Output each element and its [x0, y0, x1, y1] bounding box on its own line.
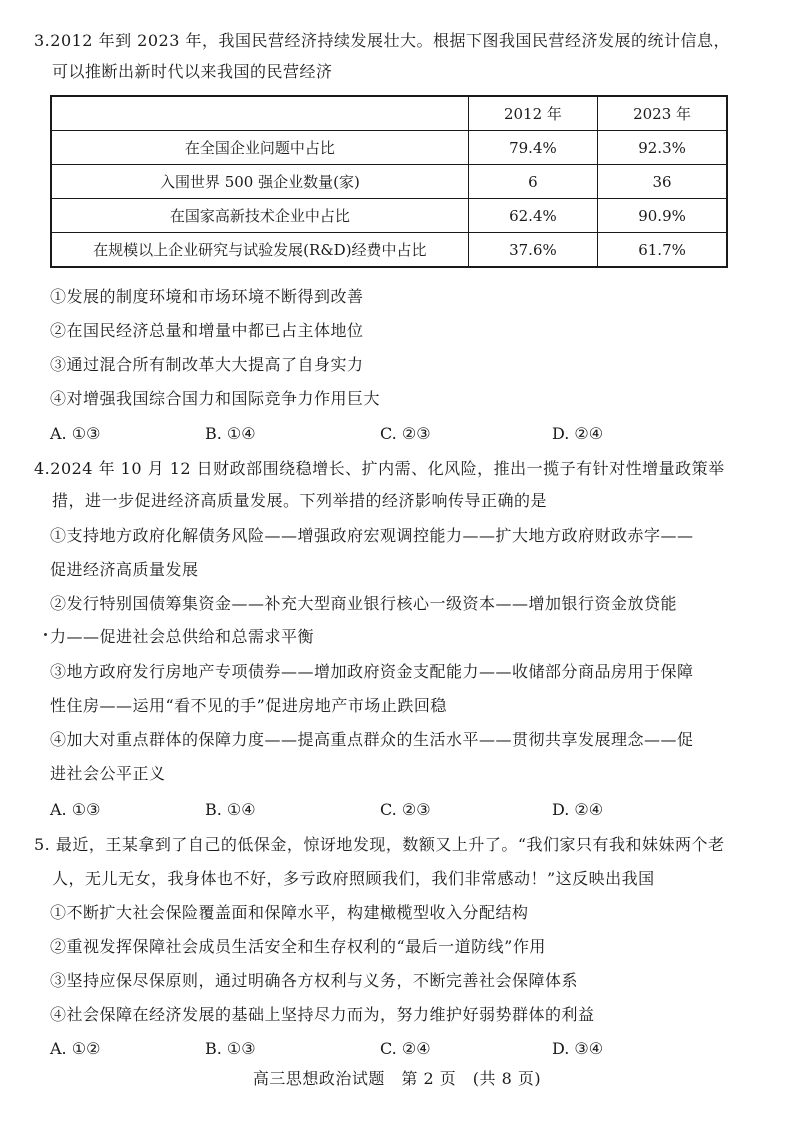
- q5-choice-d[interactable]: D. ③④: [552, 1039, 604, 1058]
- q4-stem-line-2: 措，进一步促进经济高质量发展。下列举措的经济影响传导正确的是: [52, 491, 548, 510]
- q4-option-4-line-2: 进社会公平正义: [50, 764, 166, 783]
- q5-choice-a[interactable]: A. ①②: [50, 1039, 101, 1058]
- table-cell: 62.4%: [468, 199, 597, 233]
- q5-option-2: ②重视发挥保障社会成员生活安全和生存权利的“最后一道防线”作用: [50, 937, 546, 956]
- q5-option-3: ③坚持应保尽保原则，通过明确各方权利与义务，不断完善社会保障体系: [50, 971, 579, 990]
- table-row: [51, 233, 727, 268]
- q5-choice-b[interactable]: B. ①③: [205, 1039, 256, 1058]
- q5-choice-c[interactable]: C. ②④: [380, 1039, 431, 1058]
- table-header-cell: 2012 年: [468, 96, 597, 131]
- q5-stem-line-1: 5. 最近，王某拿到了自己的低保金，惊讶地发现，数额又上升了。“我们家只有我和妹妹两个老: [34, 835, 725, 854]
- table-cell-label: 在国家高新技术企业中占比: [51, 199, 468, 233]
- scan-speck: [44, 633, 47, 636]
- q3-stats-table: [50, 95, 728, 268]
- q4-stem-line-1: 4.2024 年 10 月 12 日财政部围绕稳增长、扩内需、化风险，推出一揽子有针对性增量政策举: [34, 459, 725, 478]
- q5-option-1: ①不断扩大社会保险覆盖面和保障水平，构建橄榄型收入分配结构: [50, 903, 529, 922]
- q3-choice-c[interactable]: C. ②③: [380, 424, 431, 443]
- q4-choice-d[interactable]: D. ②④: [552, 800, 604, 819]
- page-footer: 高三思想政治试题 第 2 页 (共 8 页): [252, 1069, 542, 1088]
- q4-answer-choices: [50, 799, 670, 821]
- q5-answer-choices: [50, 1038, 670, 1060]
- table-cell: 37.6%: [468, 233, 597, 268]
- q4-option-4-line-1: ④加大对重点群体的保障力度——提高重点群众的生活水平——贯彻共享发展理念——促: [50, 730, 694, 749]
- q3-stem-line-1: 3.2012 年到 2023 年，我国民营经济持续发展壮大。根据下图我国民营经济发展的统计信息，: [34, 31, 730, 50]
- q3-choice-a[interactable]: A. ①③: [50, 424, 101, 443]
- q3-choice-d[interactable]: D. ②④: [552, 424, 604, 443]
- table-cell: 90.9%: [598, 199, 727, 233]
- table-header-cell: 2023 年: [598, 96, 727, 131]
- table-cell: 79.4%: [468, 131, 597, 165]
- table-cell-label: 入围世界 500 强企业数量(家): [51, 165, 468, 199]
- table-cell: 92.3%: [598, 131, 727, 165]
- table-header-cell: [51, 96, 468, 131]
- table-cell: 6: [468, 165, 597, 199]
- q3-option-3: ③通过混合所有制改革大大提高了自身实力: [50, 355, 364, 374]
- table-cell-label: 在全国企业问题中占比: [51, 131, 468, 165]
- q4-choice-a[interactable]: A. ①③: [50, 800, 101, 819]
- table-cell: 61.7%: [598, 233, 727, 268]
- table-row: [51, 165, 727, 199]
- q3-stem-line-2: 可以推断出新时代以来我国的民营经济: [52, 62, 333, 81]
- q4-option-1-line-2: 促进经济高质量发展: [50, 560, 199, 579]
- q4-option-3-line-2: 性住房——运用“看不见的手”促进房地产市场止跌回稳: [50, 696, 447, 715]
- q5-option-4: ④社会保障在经济发展的基础上坚持尽力而为，努力维护好弱势群体的利益: [50, 1005, 595, 1024]
- q4-option-2-line-2: 力——促进社会总供给和总需求平衡: [50, 627, 315, 646]
- table-row: [51, 199, 727, 233]
- q3-choice-b[interactable]: B. ①④: [205, 424, 256, 443]
- q4-choice-b[interactable]: B. ①④: [205, 800, 256, 819]
- q4-option-1-line-1: ①支持地方政府化解债务风险——增强政府宏观调控能力——扩大地方政府财政赤字——: [50, 526, 694, 545]
- q4-option-3-line-1: ③地方政府发行房地产专项债券——增加政府资金支配能力——收储部分商品房用于保障: [50, 662, 694, 681]
- q3-option-1: ①发展的制度环境和市场环境不断得到改善: [50, 287, 364, 306]
- q5-stem-line-2: 人，无儿无女，我身体也不好，多亏政府照顾我们，我们非常感动！”这反映出我国: [52, 869, 655, 888]
- q3-answer-choices: [50, 423, 670, 445]
- q4-choice-c[interactable]: C. ②③: [380, 800, 431, 819]
- table-row: [51, 131, 727, 165]
- table-cell-label: 在规模以上企业研究与试验发展(R&D)经费中占比: [51, 233, 468, 268]
- q4-option-2-line-1: ②发行特别国债筹集资金——补充大型商业银行核心一级资本——增加银行资金放贷能: [50, 594, 678, 613]
- table-header-row: [51, 96, 727, 131]
- q3-option-2: ②在国民经济总量和增量中都已占主体地位: [50, 321, 364, 340]
- q3-option-4: ④对增强我国综合国力和国际竞争力作用巨大: [50, 389, 381, 408]
- table-cell: 36: [598, 165, 727, 199]
